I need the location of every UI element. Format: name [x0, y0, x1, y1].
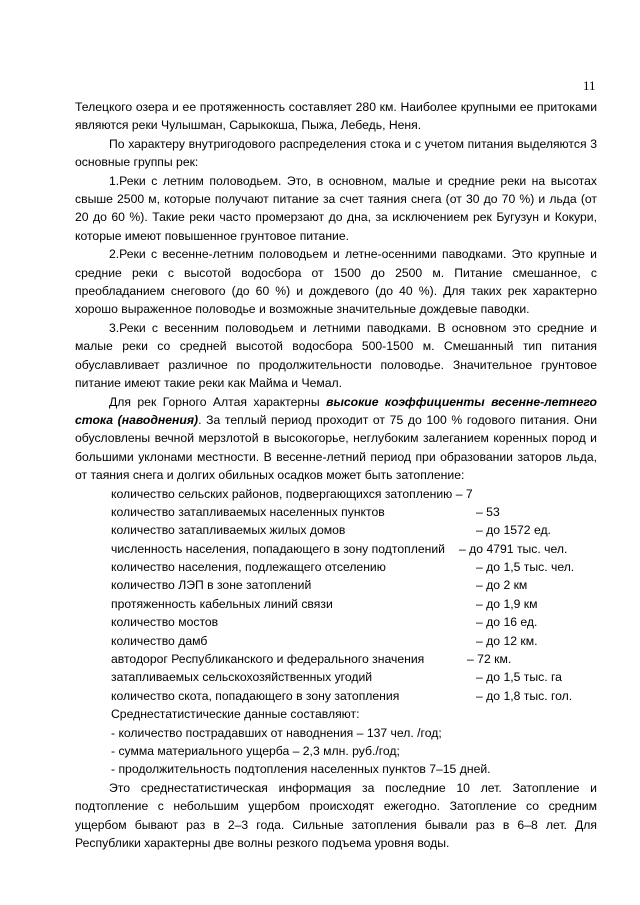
list-item-value: – до 1,5 тыс. чел. — [476, 560, 575, 575]
list-item — [75, 650, 597, 668]
runoff-text-end: . За теплый период проходит от 75 до 100 % годового питания. Они обусловлены вечной мерзлотой в высокогорье, неглубоким залеганием коренных пород и большими уклонами местности. В весенне-летний период при образовании заторов льда, от таяния снега и долгих обильных осадков может быть затопление: — [75, 412, 597, 483]
list-item — [75, 613, 597, 631]
list-item — [75, 632, 597, 650]
list-item-label: численность населения, попадающего в зону подтоплений — [111, 541, 445, 556]
paragraph-groups: По характеру внутригодового распределения стока и с учетом питания выделяются 3 основные группы рек: — [75, 136, 597, 170]
stats-intro: Среднестатистические данные составляют: — [111, 707, 360, 722]
stats-list-item: - продолжительность подтопления населенных пунктов 7–15 дней. — [111, 762, 491, 777]
list-item-value: – до 1,8 тыс. гол. — [476, 688, 573, 703]
list-item — [75, 521, 597, 539]
document-body — [75, 98, 597, 852]
stats-list-item: - сумма материального ущерба – 2,3 млн. руб./год; — [111, 744, 400, 758]
paragraph-group-1: 1.Реки с летним половодьем. Это, в основном, малые и средние реки на высотах свыше 2500 м, которые получают питание за счет таяния снега (от 30 до 70 %) и льда (от 20 до 60 %). Такие реки часто промерзают до дна, за исключением рек Бугузун и Кокури, которые имеют повышенное грунтовое питание. — [75, 173, 597, 243]
list-item-label: количество скота, попадающего в зону затопления — [111, 688, 400, 703]
list-item-label: количество населения, подлежащего отселению — [111, 560, 386, 575]
list-item — [75, 558, 597, 576]
paragraph-group-3: 3.Реки с весенним половодьем и летними паводками. В основном это средние и малые реки со средней высотой водосбора 500-1500 м. Смешанный тип питания обуславливает различное по продолжительности половодье. Значительное грунтовое питание имеют такие реки как Майма и Чемал. — [75, 320, 597, 391]
list-item-value: – 72 км. — [467, 652, 512, 667]
list-item-label: протяженность кабельных линий связи — [111, 596, 333, 611]
list-item-value: – до 4791 тыс. чел. — [459, 541, 568, 556]
list-item — [75, 503, 597, 521]
list-item-value: – 53 — [476, 504, 500, 519]
list-item — [75, 485, 597, 503]
list-item-label: количество ЛЭП в зоне затоплений — [111, 578, 312, 593]
list-item-value: – до 1572 ед. — [476, 523, 551, 538]
list-item-value: – до 16 ед. — [476, 615, 538, 630]
list-item-label: количество затапливаемых жилых домов — [111, 523, 346, 538]
paragraph-runoff — [75, 393, 597, 485]
list-item-label: автодорог Республиканского и федерального значения — [111, 652, 425, 667]
list-item-label: количество мостов — [111, 615, 219, 630]
list-item-value: – до 2 км — [476, 578, 528, 593]
page-number: 11 — [583, 78, 596, 93]
list-item-label: количество затапливаемых населенных пунктов — [111, 504, 385, 519]
list-item — [75, 576, 597, 594]
list-item-value: – до 1,9 км — [476, 596, 538, 611]
runoff-emphasis: высокие коэффициенты весенне-летнего стока (наводнения) — [75, 394, 597, 427]
list-item-value: – до 12 км. — [476, 633, 538, 648]
list-item — [75, 687, 597, 705]
paragraph-intro: Телецкого озера и ее протяженность составляет 280 км. Наиболее крупными ее притоками являются реки Чулышман, Сарыкокша, Пыжа, Лебедь, Неня. — [75, 100, 597, 133]
flood-list — [75, 485, 597, 706]
list-item — [75, 540, 597, 558]
stats-list-item: - количество пострадавших от наводнения – 137 чел. /год; — [111, 725, 442, 740]
list-item-label: количество дамб — [111, 633, 208, 648]
list-item — [75, 668, 597, 686]
paragraph-summary: Это среднестатистическая информация за последние 10 лет. Затопление и подтопление с небольшим ущербом происходят ежегодно. Затопление со средним ущербом бывают раз в 2–3 года. Сильные затопления бывали раз в 6–8 лет. Для Республики характерны две волны резкого подъема уровня воды. — [75, 780, 597, 850]
list-item-label: количество сельских районов, подвергающихся затоплению – 7 — [111, 486, 473, 501]
list-item — [75, 595, 597, 613]
runoff-text-start: Для рек Горного Алтая характерны — [109, 394, 327, 409]
list-item-label: затапливаемых сельскохозяйственных угодий — [111, 670, 373, 685]
paragraph-group-2: 2.Реки с весенне-летним половодьем и летне-осенними паводками. Это крупные и средние реки с высотой водосбора от 1500 до 2500 м. Питание смешанное, с преобладанием снегового (до 60 %) и дождевого (до 40 %). Для таких рек характерно хорошо выраженное половодье и возможные значительные дождевые паводки. — [75, 247, 597, 317]
list-item-value: – до 1,5 тыс. га — [476, 670, 562, 685]
